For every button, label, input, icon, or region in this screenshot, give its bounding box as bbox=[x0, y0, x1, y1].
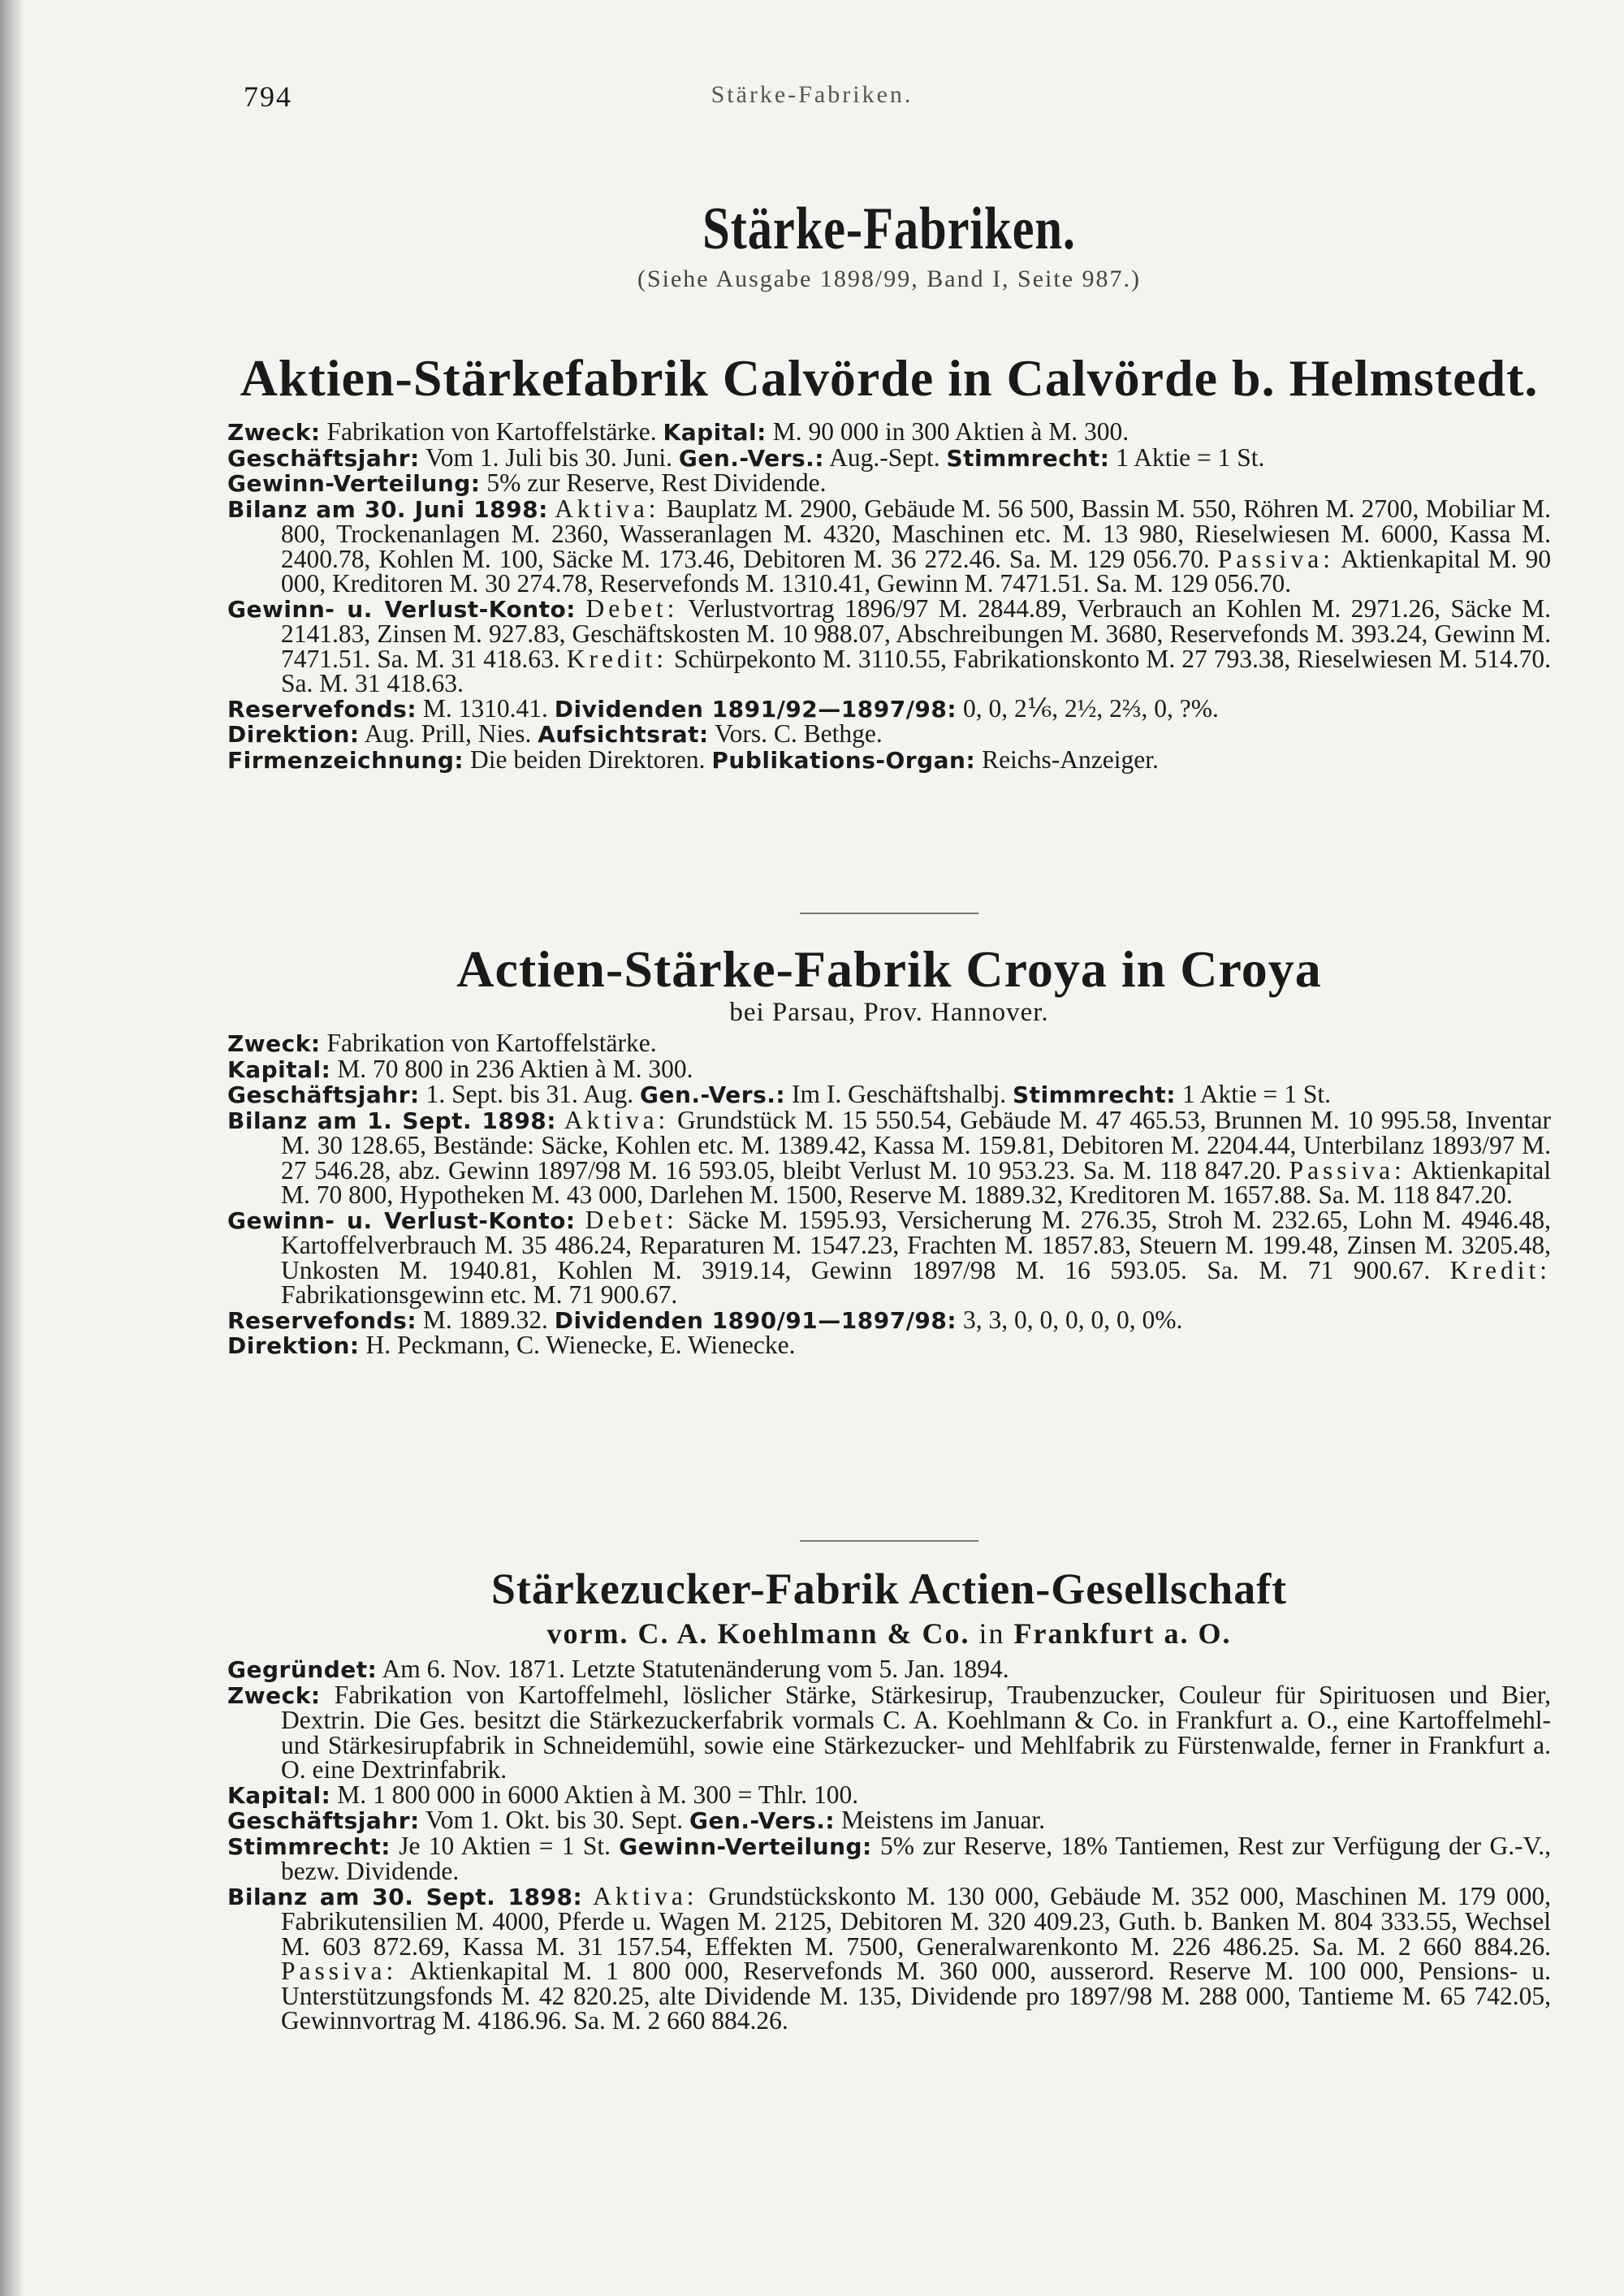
field-text: Schürpekonto M. 3110.55, Fabrikationskonto M. 27 793.38, Rieselwiesen M. 514.70. Sa. M. 31 418.63. bbox=[281, 644, 1551, 698]
field-label: Gewinn- u. Verlust-Konto: bbox=[227, 595, 576, 623]
field-label: Gegründet: bbox=[227, 1656, 378, 1684]
field-label: Dividenden 1891/92—1897/98: bbox=[554, 695, 957, 723]
entry-title: Actien-Stärke-Fabrik Croya in Croya bbox=[456, 940, 1322, 998]
field-label: Aufsichtsrat: bbox=[538, 721, 709, 749]
field-text: 1 Aktie = 1 St. bbox=[1175, 1080, 1331, 1109]
field-text: Aug.-Sept. bbox=[823, 442, 947, 472]
field-label: Publikations-Organ: bbox=[711, 746, 976, 774]
field-label: Kapital: bbox=[663, 419, 767, 447]
separator-rule bbox=[227, 913, 1551, 914]
section-subtitle: (Siehe Ausgabe 1898/99, Band I, Seite 987.) bbox=[637, 265, 1142, 292]
field-label: Zweck: bbox=[227, 1681, 321, 1709]
field-label: Bilanz am 30. Sept. 1898: bbox=[227, 1883, 583, 1910]
field-label: Stimmrecht: bbox=[227, 1832, 391, 1860]
entry-paragraph bbox=[227, 1657, 1551, 1683]
running-header bbox=[0, 73, 1624, 122]
field-label: Stimmrecht: bbox=[946, 444, 1110, 472]
entry-paragraph bbox=[227, 1831, 1551, 1886]
field-label: Gewinn-Verteilung: bbox=[227, 470, 481, 498]
field-label: Gen.-Vers.: bbox=[678, 444, 824, 472]
subtitle-firm: vorm. C. A. Koehlmann & Co. bbox=[546, 1617, 970, 1651]
field-text: M. 70 800 in 236 Aktien à M. 300. bbox=[330, 1054, 693, 1083]
field-label: Geschäftsjahr: bbox=[227, 1081, 420, 1109]
field-text: M. 1889.32. bbox=[417, 1305, 555, 1334]
field-text: Aug. Prill, Nies. bbox=[359, 719, 538, 749]
subtitle-connector: in bbox=[970, 1617, 1014, 1651]
field-text: Im I. Geschäftshalbj. bbox=[785, 1080, 1013, 1109]
field-text bbox=[548, 494, 555, 523]
entry-subtitle: bei Parsau, Prov. Hannover. bbox=[729, 998, 1049, 1028]
field-label: Firmenzeichnung: bbox=[227, 746, 464, 774]
field-text: Grundstück M. 15 550.54, Gebäude M. 47 465.53, Brunnen M. 10 995.58, Inventar M. 30 128.65, Bestände: Säcke, Kohlen etc. M. 1389.42, Kassa M. 159.81, Debitoren M. 2204.44, Unterbilanz 1893/97 M. 27 546.28, abz. Gewinn 1897/98 M. 16 593.05, bleibt Verlust M. 10 953.23. Sa. M. 118 847.20. bbox=[281, 1105, 1551, 1185]
entry-paragraph bbox=[227, 442, 1551, 472]
field-text: 1 Aktie = 1 St. bbox=[1109, 442, 1265, 472]
entry-paragraph bbox=[227, 1808, 1551, 1834]
field-label: Gewinn- u. Verlust-Konto: bbox=[227, 1206, 576, 1234]
field-label: Gen.-Vers.: bbox=[640, 1081, 786, 1109]
field-text: M. 90 000 in 300 Aktien à M. 300. bbox=[766, 417, 1129, 447]
field-text: Fabrikation von Kartoffelstärke. bbox=[320, 417, 663, 447]
field-text: 0, 0, 2⅙, 2½, 2⅔, 0, ?%. bbox=[957, 693, 1219, 723]
field-text: 3, 3, 0, 0, 0, 0, 0, 0%. bbox=[957, 1305, 1183, 1334]
field-label: Geschäftsjahr: bbox=[227, 444, 420, 472]
field-text: Aktienkapital M. 70 800, Hypotheken M. 43 000, Darlehen M. 1500, Reserve M. 1889.32, Kreditoren M. 1657.88. Sa. M. 118 847.20. bbox=[281, 1155, 1551, 1210]
field-text: 5% zur Reserve, 18% Tantiemen, Rest zur Verfügung der G.-V., bezw. Dividende. bbox=[281, 1831, 1551, 1886]
company-entry-croya bbox=[227, 942, 1551, 1359]
entry-title: Stärkezucker-Fabrik Actien-Gesellschaft bbox=[490, 1564, 1288, 1613]
field-text bbox=[582, 1882, 593, 1910]
field-text: Aktienkapital M. 90 000, Kreditoren M. 30 274.78, Reservefonds M. 1310.41, Gewinn M. 7471.51. Sa. M. 129 056.70. bbox=[281, 544, 1551, 598]
field-label: Kapital: bbox=[227, 1055, 331, 1083]
company-entry-calvoerde bbox=[227, 351, 1551, 773]
entry-subtitle bbox=[227, 1616, 1551, 1651]
field-text bbox=[576, 594, 585, 623]
field-label: Bilanz am 30. Juni 1898: bbox=[227, 495, 548, 523]
field-label: Stimmrecht: bbox=[1013, 1081, 1176, 1109]
field-text: Je 10 Aktien = 1 St. bbox=[390, 1831, 620, 1860]
spaced-label: Passiva: bbox=[1217, 544, 1335, 573]
field-text: Fabrikationsgewinn etc. M. 71 900.67. bbox=[281, 1280, 678, 1310]
field-text: Meistens im Januar. bbox=[835, 1806, 1046, 1835]
entry-paragraph bbox=[227, 1881, 1552, 2035]
field-text: Vom 1. Juli bis 30. Juni. bbox=[419, 442, 679, 472]
field-text: Bauplatz M. 2900, Gebäude M. 56 500, Bassin M. 550, Röhren M. 2700, Mobiliar M. 800, Trockenanlagen M. 2360, Wasseranlagen M. 4320, Maschinen etc. M. 13 980, Rieselwiesen M. 6000, Kassa M. 2400.78, Kohlen M. 100, Säcke M. 173.46, Debitoren M. 36 272.46. Sa. M. 129 056.70. bbox=[281, 494, 1551, 573]
spaced-label: Passiva: bbox=[281, 1957, 398, 1986]
field-label: Reservefonds: bbox=[227, 695, 417, 723]
entry-title: Aktien-Stärkefabrik Calvörde in Calvörde b. Helmstedt. bbox=[240, 349, 1539, 407]
entry-body bbox=[227, 1031, 1551, 1359]
field-label: Reservefonds: bbox=[227, 1306, 417, 1334]
entry-paragraph bbox=[227, 1082, 1551, 1108]
entry-paragraph bbox=[227, 417, 1551, 447]
spaced-label: Debet: bbox=[585, 1205, 678, 1234]
field-label: Kapital: bbox=[227, 1781, 331, 1809]
field-label: Bilanz am 1. Sept. 1898: bbox=[227, 1107, 556, 1134]
field-text: Verlustvortrag 1896/97 M. 2844.89, Verbrauch an Kohlen M. 2971.26, Säcke M. 2141.83, Zinsen M. 927.83, Geschäftskosten M. 10 988.07, Abschreibungen M. 3680, Reservefonds M. 393.24, Gewinn M. 7471.51. Sa. M. 31 418.63. bbox=[281, 593, 1552, 673]
field-text: Fabrikation von Kartoffelmehl, löslicher Stärke, Stärkesirup, Traubenzucker, Couleur für Spirituosen und Bier, Dextrin. Die Ges. besitzt die Stärkezuckerfabrik vormals C. A. Koehlmann & Co. in Frankfurt a. O., eine Kartoffelmehl- und Stärkesirupfabrik in Schneidemühl, sowie eine Stärkezucker- und Mehlfabrik zu Fürstenwalde, ferner in Frankfurt a. O. eine Dextrinfabrik. bbox=[281, 1680, 1551, 1785]
entry-paragraph bbox=[227, 719, 1551, 749]
field-label: Geschäftsjahr: bbox=[227, 1807, 420, 1835]
section-heading bbox=[227, 196, 1551, 293]
section-title: Stärke-Fabriken. bbox=[702, 196, 1076, 262]
field-label: Direktion: bbox=[227, 1332, 360, 1360]
page-number: 794 bbox=[244, 80, 292, 113]
field-text: Grundstückskonto M. 130 000, Gebäude M. 352 000, Maschinen M. 179 000, Fabrikutensilien M. 4000, Pferde u. Wagen M. 2125, Debitoren M. 320 409.23, Guth. b. Banken M. 804 333.55, Wechsel M. 603 872.69, Kassa M. 31 157.54, Effekten M. 7500, Generalwarenkonto M. 226 486.25. Sa. M. 2 660 884.26. bbox=[281, 1881, 1552, 1961]
entry-paragraph bbox=[227, 1105, 1551, 1210]
entry-paragraph bbox=[227, 1205, 1552, 1310]
field-text: Aktienkapital M. 1 800 000, Reservefonds M. 360 000, ausserord. Reserve M. 100 000, Pensions- u. Unterstützungsfonds M. 42 820.25, alte Dividende M. 135, Dividende pro 1897/98 M. 288 000, Tantieme M. 65 742.05, Gewinnvortrag M. 4186.96. Sa. M. 2 660 884.26. bbox=[281, 1957, 1551, 2035]
entry-paragraph bbox=[227, 494, 1551, 598]
spaced-label: Kredit: bbox=[566, 644, 667, 673]
field-text: Reichs-Anzeiger. bbox=[975, 744, 1159, 774]
field-text: Die beiden Direktoren. bbox=[464, 744, 712, 774]
spaced-label: Passiva: bbox=[1289, 1155, 1406, 1185]
field-label: Dividenden 1890/91—1897/98: bbox=[554, 1306, 957, 1334]
field-text bbox=[576, 1206, 585, 1234]
entry-paragraph bbox=[227, 1780, 1551, 1809]
spaced-label: Debet: bbox=[585, 593, 679, 623]
field-text: 1. Sept. bis 31. Aug. bbox=[419, 1080, 641, 1109]
spaced-label: Kredit: bbox=[1449, 1255, 1551, 1284]
field-text: Vom 1. Okt. bis 30. Sept. bbox=[419, 1806, 689, 1835]
field-label: Zweck: bbox=[227, 1030, 321, 1058]
field-label: Gen.-Vers.: bbox=[689, 1807, 836, 1835]
field-text: H. Peckmann, C. Wienecke, E. Wienecke. bbox=[359, 1331, 796, 1360]
entry-paragraph bbox=[227, 593, 1552, 698]
entry-paragraph bbox=[227, 468, 1551, 498]
field-label: Zweck: bbox=[227, 419, 321, 447]
entry-paragraph bbox=[227, 1054, 1551, 1083]
entry-body bbox=[227, 1657, 1551, 2034]
spaced-label: Aktiva: bbox=[593, 1881, 698, 1910]
field-text bbox=[556, 1106, 564, 1134]
spaced-label: Aktiva: bbox=[555, 494, 660, 523]
field-text: Fabrikation von Kartoffelstärke. bbox=[320, 1029, 657, 1058]
field-text: Vors. C. Bethge. bbox=[708, 719, 883, 749]
spaced-label: Aktiva: bbox=[564, 1105, 670, 1134]
field-text: M. 1310.41. bbox=[417, 693, 555, 723]
company-entry-koehlmann bbox=[227, 1565, 1551, 2034]
field-text: 5% zur Reserve, Rest Dividende. bbox=[480, 468, 827, 498]
entry-paragraph bbox=[227, 1333, 1551, 1359]
entry-body bbox=[227, 417, 1552, 774]
entry-paragraph bbox=[227, 1031, 1551, 1057]
subtitle-city: Frankfurt a. O. bbox=[1013, 1617, 1232, 1651]
field-text: Säcke M. 1595.93, Versicherung M. 276.35, Stroh M. 232.65, Lohn M. 4946.48, Kartoffelverbrauch M. 35 486.24, Reparaturen M. 1547.23, Frachten M. 1857.83, Steuern M. 199.48, Zinsen M. 3205.48, Unkosten M. 1940.81, Kohlen M. 3919.14, Gewinn 1897/98 M. 16 593.05. Sa. M. 71 900.67. bbox=[281, 1205, 1552, 1284]
field-label: Gewinn-Verteilung: bbox=[619, 1832, 872, 1860]
entry-paragraph bbox=[227, 1305, 1551, 1334]
entry-paragraph bbox=[227, 744, 1551, 774]
entry-paragraph bbox=[227, 1680, 1551, 1785]
field-label: Direktion: bbox=[227, 721, 360, 749]
field-text: Am 6. Nov. 1871. Letzte Statutenänderung vom 5. Jan. 1894. bbox=[377, 1655, 1009, 1684]
running-title: Stärke-Fabriken. bbox=[710, 81, 914, 108]
entry-paragraph bbox=[227, 693, 1551, 723]
field-text: M. 1 800 000 in 6000 Aktien à M. 300 = Thlr. 100. bbox=[330, 1780, 859, 1809]
separator-rule bbox=[227, 1540, 1551, 1542]
